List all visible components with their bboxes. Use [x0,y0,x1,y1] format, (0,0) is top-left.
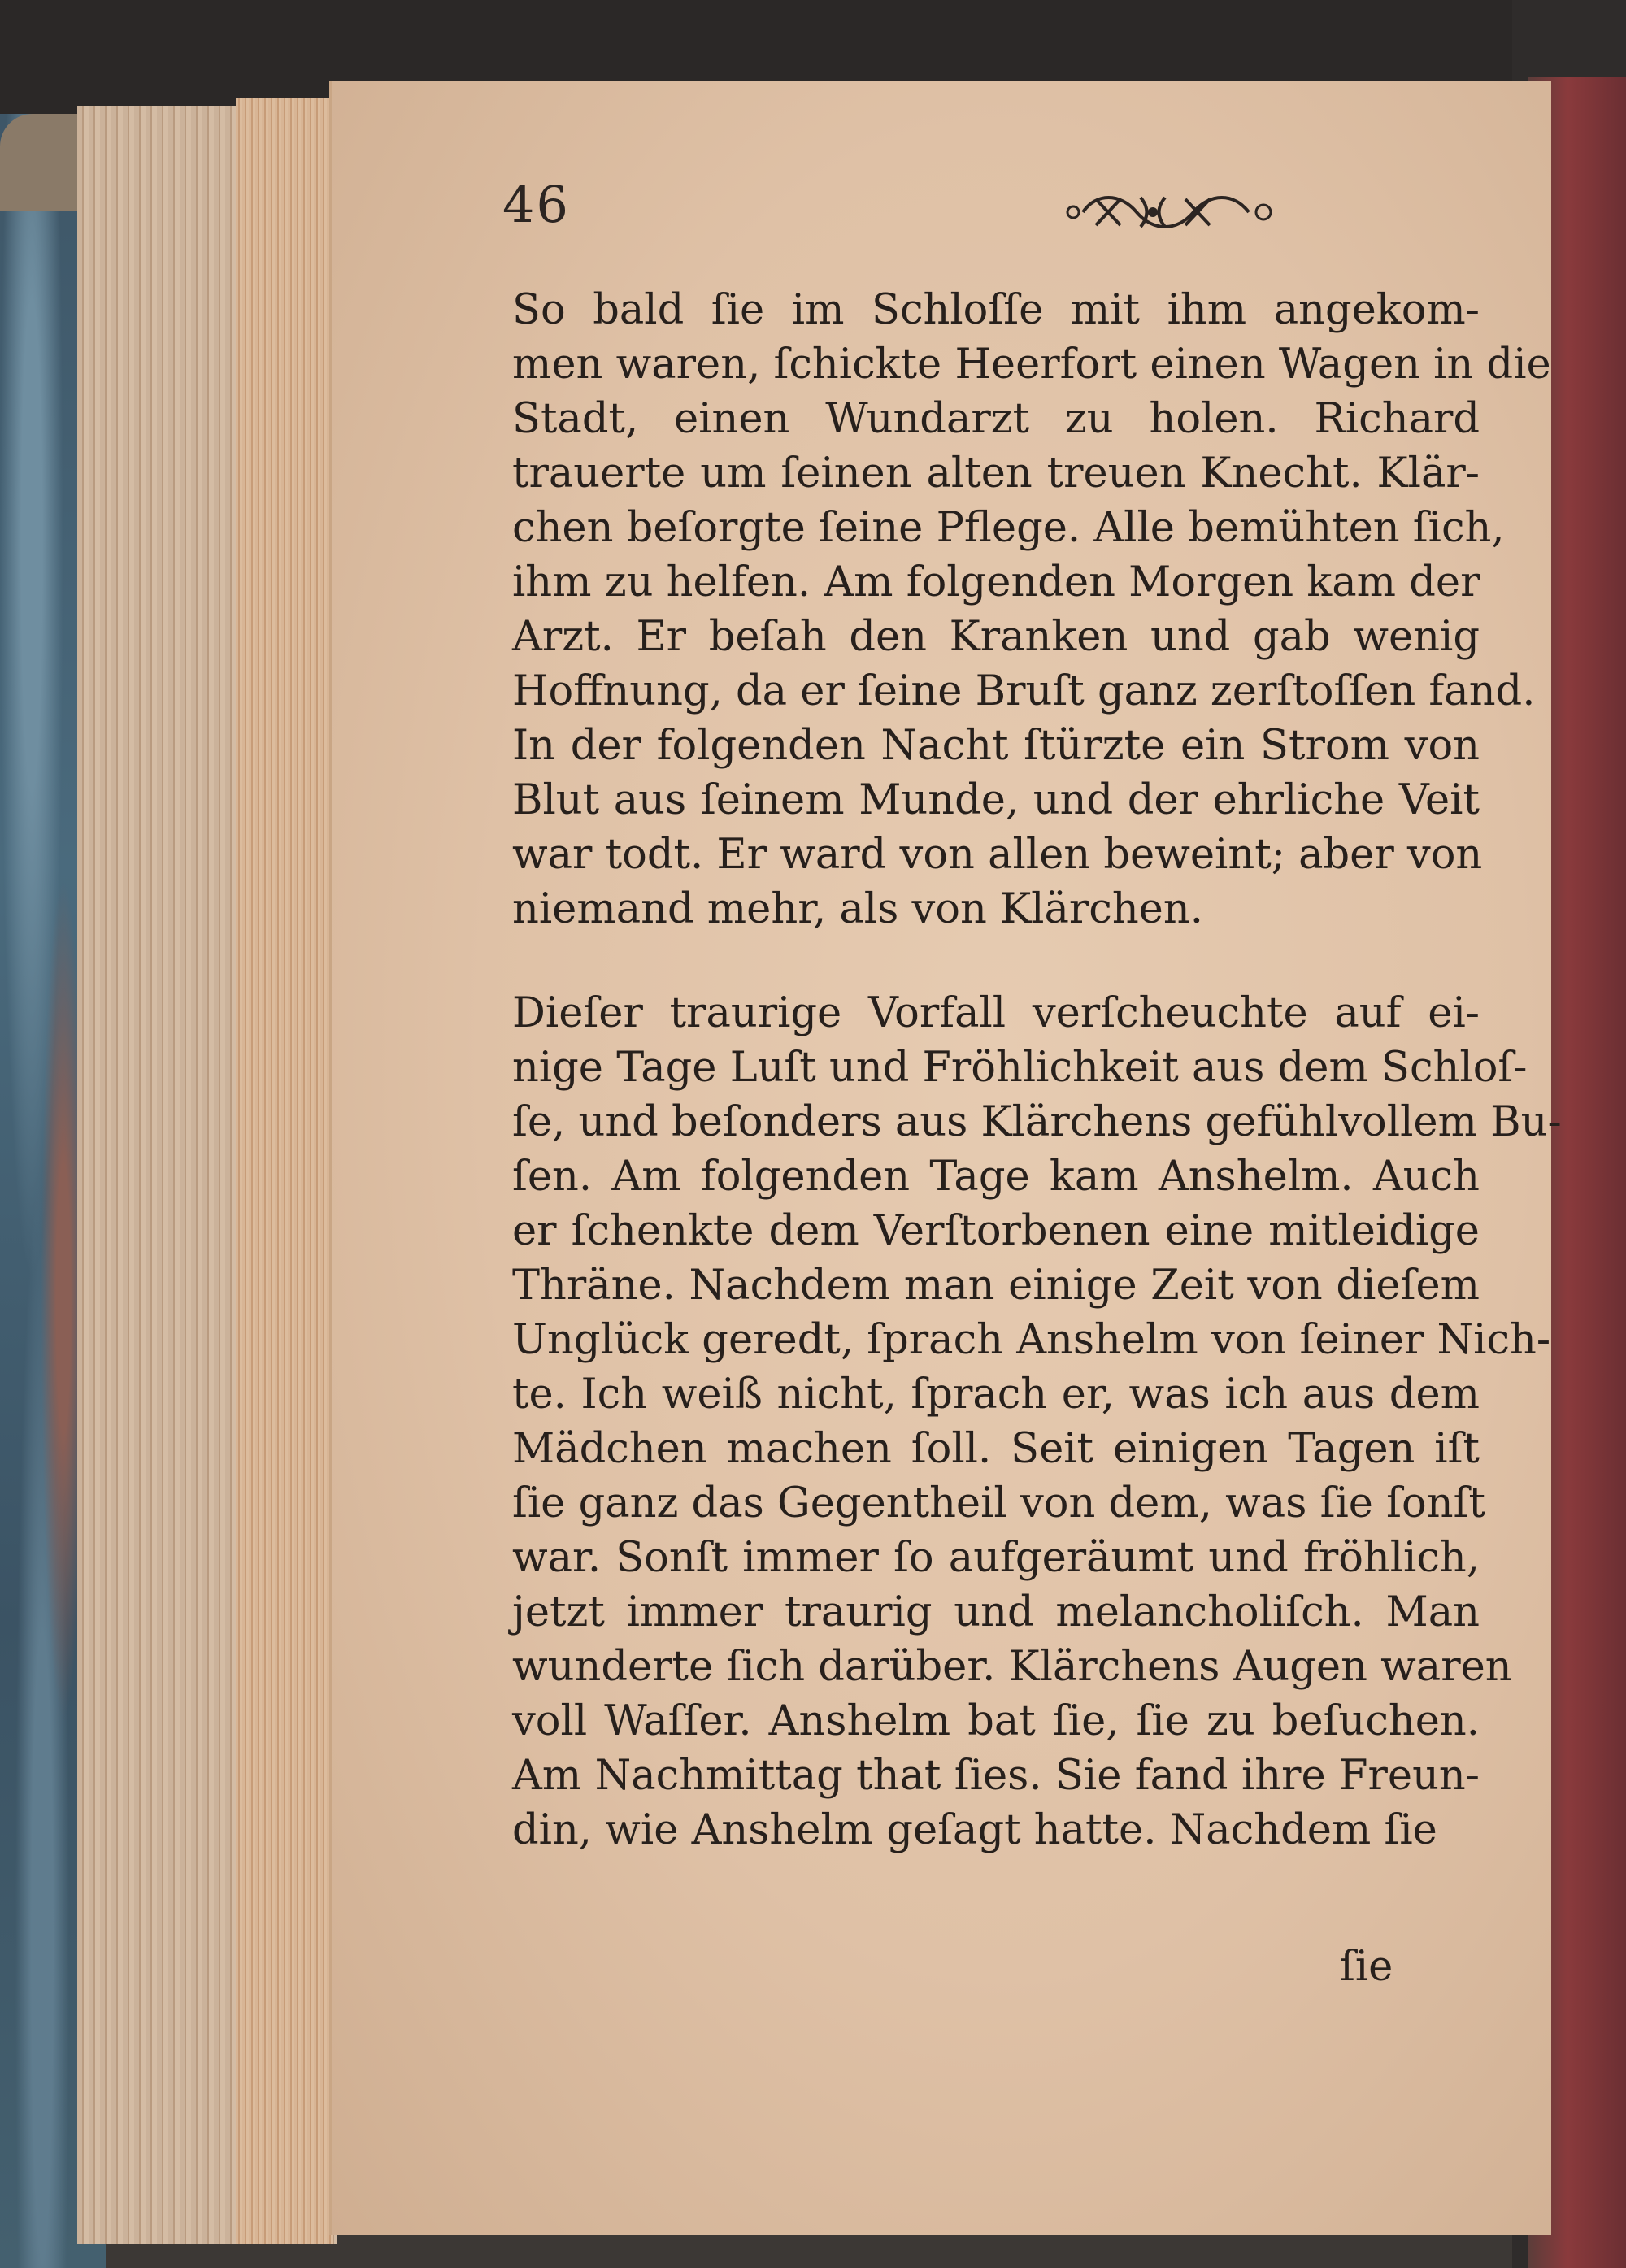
paragraph [512,283,1551,936]
text-line: men waren, ſchickte Heerfort einen Wagen in die [512,341,1551,389]
decorative-vignette-icon [1063,181,1275,238]
paragraph-gap [512,936,1480,986]
text-line: niemand mehr, als von Klärchen. [512,885,1203,933]
text-line: Blut aus ſeinem Munde, und der ehrliche Veit [512,776,1480,824]
text-line: Stadt, einen Wundarzt zu holen. Richard [512,395,1480,443]
text-line: chen beſorgte ſeine Pflege. Alle bemühten ſich, [512,504,1505,552]
text-line: nige Tage Luſt und Fröhlichkeit aus dem Schloſ- [512,1044,1528,1092]
paragraph [512,986,1562,1857]
page-edges-fore [236,98,333,2244]
text-line: So bald ſie im Schloſſe mit ihm angekom- [512,286,1480,334]
text-line: Am Nachmittag that ſies. Sie fand ihre Freun- [512,1752,1480,1800]
text-line: Hoffnung, da er ſeine Bruſt ganz zerſtoſſen fand. [512,667,1536,715]
catchword: ſie [1340,1943,1393,1991]
page-number: 46 [502,175,570,234]
text-line: din, wie Anshelm geſagt hatte. Nachdem ſie [512,1806,1437,1854]
text-line: trauerte um ſeinen alten treuen Knecht. Klär- [512,450,1480,497]
text-line: Dieſer traurige Vorfall verſcheuchte auf ei- [512,989,1480,1037]
text-line: jetzt immer traurig und melancholiſch. Man [512,1588,1480,1636]
text-line: ſen. Am folgenden Tage kam Anshelm. Auch [512,1153,1480,1201]
text-line: ihm zu helfen. Am folgenden Morgen kam der [512,558,1480,606]
text-line: wunderte ſich darüber. Klärchens Augen waren [512,1643,1512,1691]
text-line: Unglück geredt, ſprach Anshelm von ſeiner Nich- [512,1316,1551,1364]
worn-cover-corner [0,114,81,211]
text-line: ſe, und beſonders aus Klärchens gefühlvollem Bu- [512,1098,1562,1146]
text-line: war todt. Er ward von allen beweint; aber von [512,831,1483,879]
text-line: ſie ganz das Gegentheil von dem, was ſie ſonſt [512,1479,1485,1527]
text-line: er ſchenkte dem Verſtorbenen eine mitleidige [512,1207,1480,1255]
text-line: voll Waſſer. Anshelm bat ſie, ſie zu beſuchen. [512,1697,1480,1745]
book-page [329,81,1562,2235]
text-line: Thräne. Nachdem man einige Zeit von dieſem [512,1262,1480,1310]
text-line: te. Ich weiß nicht, ſprach er, was ich aus dem [512,1371,1480,1419]
text-line: In der folgenden Nacht ſtürzte ein Strom von [512,722,1480,770]
text-line: war. Sonſt immer ſo aufgeräumt und fröhlich, [512,1534,1480,1582]
text-line: Mädchen machen ſoll. Seit einigen Tagen iſt [512,1425,1480,1473]
body-text [512,283,1562,1857]
text-line: Arzt. Er beſah den Kranken und gab wenig [512,613,1480,661]
running-header [502,175,1437,248]
